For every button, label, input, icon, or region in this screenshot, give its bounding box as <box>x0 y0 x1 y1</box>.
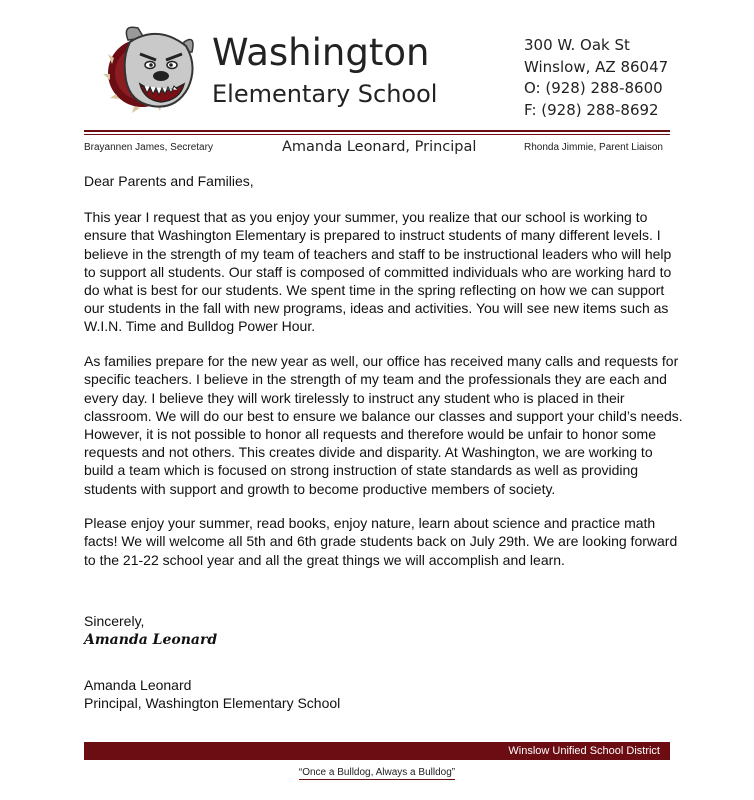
closing: Sincerely, <box>84 613 145 629</box>
header-divider-thin <box>84 134 670 135</box>
footer-bar <box>84 742 670 760</box>
address-street: 300 W. Oak St <box>524 36 630 54</box>
fax-number: F: (928) 288-8692 <box>524 100 659 119</box>
school-contact-block <box>524 35 668 121</box>
salutation: Dear Parents and Families, <box>84 173 254 189</box>
school-motto <box>0 767 754 778</box>
staff-secretary: Brayannen James, Secretary <box>84 142 213 153</box>
letter-paragraph: This year I request that as you enjoy your summer, you realize that our school is working to ensure that Washington Elementary is prepared to instruct students of many different levels. I believe in the strength of my team of teachers and staff to be instructional leaders who will help to support all students. Our staff is composed of committed individuals who are working hard to do what is best for our students. We spent time in the spring reflecting on how we can support our students in the fall with new programs, ideas and activities. You will see new items such as W.I.N. Time and Bulldog Power Hour. <box>84 209 672 335</box>
signer-name: Amanda Leonard <box>84 677 192 693</box>
header-divider <box>84 130 670 132</box>
signature: Amanda Leonard <box>84 632 218 648</box>
address-city: Winslow, AZ 86047 <box>524 57 669 76</box>
bulldog-mascot-icon <box>100 18 200 118</box>
letter-paragraph: Please enjoy your summer, read books, enjoy nature, learn about science and practice math facts! We will welcome all 5th and 6th grade students back on July 29th. We are looking forward to the 21-22 school year and all the great things we will accomplish and learn. <box>84 515 678 568</box>
office-phone: O: (928) 288-8600 <box>524 79 663 97</box>
district-name: Winslow Unified School District <box>508 745 660 757</box>
staff-principal: Amanda Leonard, Principal <box>282 139 477 155</box>
school-name-subtitle: Elementary School <box>212 80 438 108</box>
school-name: Washington <box>212 31 430 74</box>
signer-title: Principal, Washington Elementary School <box>84 695 341 711</box>
staff-parent-liaison: Rhonda Jimmie, Parent Liaison <box>524 142 663 153</box>
letter-body <box>84 172 684 585</box>
motto-text: “Once a Bulldog, Always a Bulldog” <box>298 767 456 778</box>
letter-paragraph: As families prepare for the new year as well, our office has received many calls and requests for specific teachers. I believe in the strength of my team and the professionals they are each and every day. I believe they will work tirelessly to instruct any student who is placed in their classroom. We will do our best to ensure we balance our classes and support your child’s needs. However, it is not possible to honor all requests and therefore would be unfair to honor some requests and not others. This creates divide and disparity. At Washington, we are working to build a team which is focused on strong instruction of state standards as well as providing students with support and growth to become productive members of society. <box>84 353 683 497</box>
letterhead <box>0 0 754 130</box>
